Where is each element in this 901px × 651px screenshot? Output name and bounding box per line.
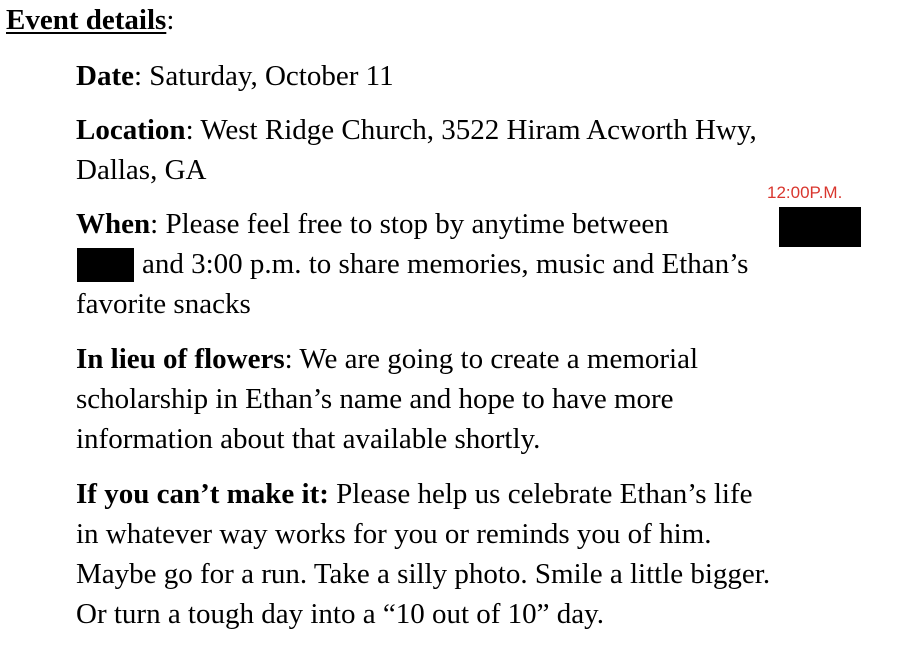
flowers-line-1: [76, 339, 698, 379]
date-label: Date: [76, 60, 134, 92]
location-line-1: [76, 110, 757, 150]
flowers-value-1: : We are going to create a memorial: [284, 343, 699, 375]
flowers-value-2: scholarship in Ethan’s name and hope to have more: [76, 383, 674, 415]
when-value-1: : Please feel free to stop by anytime between: [150, 208, 669, 240]
section-heading: [6, 2, 174, 38]
when-line-3: [76, 284, 251, 324]
when-line-1: [76, 204, 669, 244]
flowers-line-3: [76, 419, 540, 459]
location-value-2: Dallas, GA: [76, 154, 207, 186]
heading-title: Event details: [6, 4, 167, 36]
cant-make-it-value-4: Or turn a tough day into a “10 out of 10” day.: [76, 598, 605, 630]
handwritten-time-annotation: 12:00P.M.: [767, 183, 843, 202]
when-label: When: [76, 208, 151, 240]
when-value-3: favorite snacks: [76, 288, 251, 320]
cant-make-it-line-4: [76, 594, 604, 634]
heading-colon: :: [166, 4, 175, 36]
date-line: [76, 56, 394, 96]
date-value: : Saturday, October 11: [133, 60, 394, 92]
flowers-line-2: [76, 379, 674, 419]
cant-make-it-value-1: Please help us celebrate Ethan’s life: [328, 478, 753, 510]
cant-make-it-line-2: [76, 514, 711, 554]
cant-make-it-value-3: Maybe go for a run. Take a silly photo. Smile a little bigger.: [76, 558, 771, 590]
cant-make-it-line-1: [76, 474, 752, 514]
location-value-1: : West Ridge Church, 3522 Hiram Acworth Hwy,: [185, 114, 757, 146]
when-value-2: and 3:00 p.m. to share memories, music and Ethan’s: [142, 248, 749, 280]
cant-make-it-line-3: [76, 554, 770, 594]
flowers-label: In lieu of flowers: [76, 343, 285, 375]
location-label: Location: [76, 114, 186, 146]
flowers-value-3: information about that available shortly.: [76, 423, 541, 455]
redaction-box: [77, 248, 134, 282]
location-line-2: [76, 150, 206, 190]
redaction-box: [779, 207, 861, 247]
cant-make-it-label: If you can’t make it:: [76, 478, 329, 510]
when-line-2: [142, 244, 748, 284]
cant-make-it-value-2: in whatever way works for you or reminds you of him.: [76, 518, 712, 550]
